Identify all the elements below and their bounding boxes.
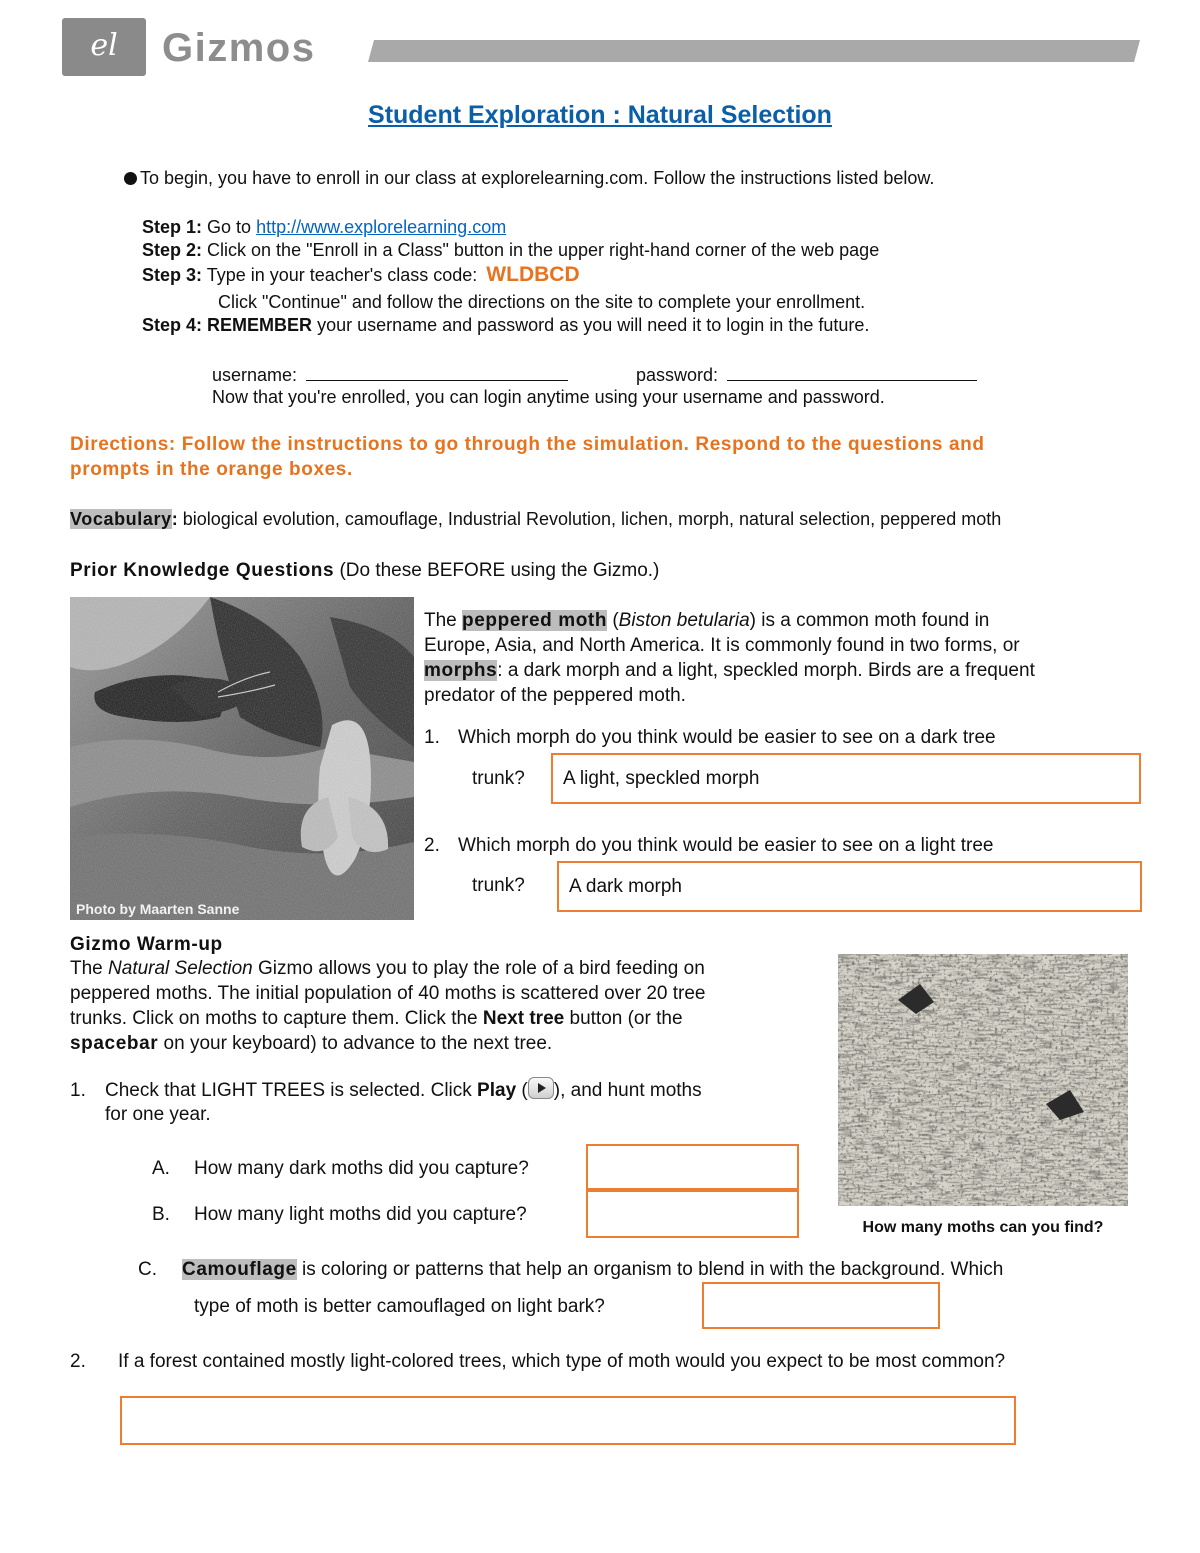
warmup-qc: C. Camouflage is coloring or patterns that help an organism to blend in with the background. Which	[138, 1259, 1004, 1280]
explorelearning-link[interactable]: http://www.explorelearning.com	[256, 217, 507, 237]
password-field[interactable]	[727, 362, 977, 381]
warmup-q1: 1. Check that LIGHT TREES is selected. Click Play ( ), and hunt moths	[70, 1077, 702, 1103]
warmup-line-1: The Natural Selection Gizmo allows you to play the role of a bird feeding on	[70, 958, 705, 979]
warmup-line-2: peppered moths. The initial population of 40 moths is scattered over 20 tree	[70, 983, 706, 1004]
gizmos-brand: Gizmos	[162, 26, 316, 70]
step-4: Step 4: REMEMBER your username and password as you will need it to login in the future.	[142, 315, 870, 335]
moth-photo-art	[70, 597, 414, 920]
prior-q1-answer-box[interactable]	[551, 753, 1141, 804]
after-enroll-note: Now that you're enrolled, you can login anytime using your username and password.	[212, 387, 885, 407]
bullet-icon	[124, 172, 137, 185]
warmup-qc-answer-box[interactable]	[702, 1282, 940, 1329]
vocabulary-line: Vocabulary: biological evolution, camouflage, Industrial Revolution, lichen, morph, natural selection, peppered moth	[70, 509, 1002, 529]
moth-intro-line-4: predator of the peppered moth.	[424, 685, 686, 706]
prior-q2-answer: A dark morph	[569, 875, 682, 897]
prior-q2-answer-box[interactable]	[557, 861, 1142, 912]
warmup-qa-answer-box[interactable]	[586, 1144, 799, 1190]
term-camouflage: Camouflage	[182, 1259, 297, 1280]
warmup-q1-cont: for one year.	[105, 1104, 211, 1125]
explorelearning-logo	[62, 18, 146, 76]
warmup-q2: 2. If a forest contained mostly light-colored trees, which type of moth would you expect to be most common?	[70, 1351, 1006, 1372]
warmup-line-4: spacebar on your keyboard) to advance to the next tree.	[70, 1033, 553, 1054]
moth-intro-line-3: morphs: a dark morph and a light, speckled morph. Birds are a frequent	[424, 660, 1035, 681]
header-stripe	[368, 40, 1140, 62]
enroll-intro: To begin, you have to enroll in our class at explorelearning.com. Follow the instructions listed below.	[124, 166, 934, 190]
prior-q1-cont: trunk?	[472, 768, 525, 789]
step-1: Step 1: Go to http://www.explorelearning.com	[142, 217, 507, 237]
moth-trees-art	[838, 954, 1128, 1206]
warmup-q2-answer-box[interactable]	[120, 1396, 1016, 1445]
term-morphs: morphs	[424, 660, 498, 681]
moth-intro-line-1: The peppered moth (Biston betularia) is a common moth found in	[424, 610, 990, 631]
prior-q2: 2. Which morph do you think would be easier to see on a light tree	[424, 835, 994, 856]
prior-heading: Prior Knowledge Questions (Do these BEFORE using the Gizmo.)	[70, 560, 660, 581]
moth-intro-line-2: Europe, Asia, and North America. It is commonly found in two forms, or	[424, 635, 1020, 656]
directions-line-1: Directions: Follow the instructions to go through the simulation. Respond to the questions and	[70, 434, 985, 455]
password-line: password:	[636, 362, 977, 387]
username-line: username:	[212, 362, 568, 387]
prior-q1-answer: A light, speckled morph	[563, 767, 760, 789]
header-bar	[0, 0, 1200, 90]
step-3-continue: Click "Continue" and follow the directions on the site to complete your enrollment.	[218, 292, 866, 312]
directions-line-2: prompts in the orange boxes.	[70, 459, 353, 480]
class-code: WLDBCD	[486, 263, 580, 286]
warmup-qa: A. How many dark moths did you capture?	[152, 1158, 529, 1179]
warmup-qc-cont: type of moth is better camouflaged on light bark?	[194, 1296, 605, 1317]
prior-q1: 1. Which morph do you think would be easier to see on a dark tree	[424, 727, 996, 748]
play-triangle-icon	[538, 1083, 546, 1093]
moth-trees-caption: How many moths can you find?	[862, 1219, 1104, 1236]
peppered-moth-photo	[70, 597, 414, 920]
step-3: Step 3: Type in your teacher's class code: WLDBCD	[142, 263, 580, 286]
step-2: Step 2: Click on the "Enroll in a Class" button in the upper right-hand corner of the web page	[142, 240, 880, 260]
warmup-qb: B. How many light moths did you capture?	[152, 1204, 527, 1225]
moth-trees-image	[838, 954, 1128, 1206]
term-peppered-moth: peppered moth	[462, 610, 608, 631]
warmup-line-3: trunks. Click on moths to capture them. Click the Next tree button (or the	[70, 1008, 683, 1029]
warmup-qb-answer-box[interactable]	[586, 1190, 799, 1238]
warmup-heading: Gizmo Warm-up	[70, 934, 223, 955]
photo-caption: Photo by Maarten Sanne	[76, 901, 240, 917]
vocabulary-label: Vocabulary	[70, 509, 172, 529]
logo-mark: el	[90, 28, 118, 63]
play-button-icon[interactable]	[528, 1077, 554, 1099]
username-field[interactable]	[306, 362, 568, 381]
prior-q2-cont: trunk?	[472, 875, 525, 896]
page-title: Student Exploration : Natural Selection	[368, 101, 832, 129]
